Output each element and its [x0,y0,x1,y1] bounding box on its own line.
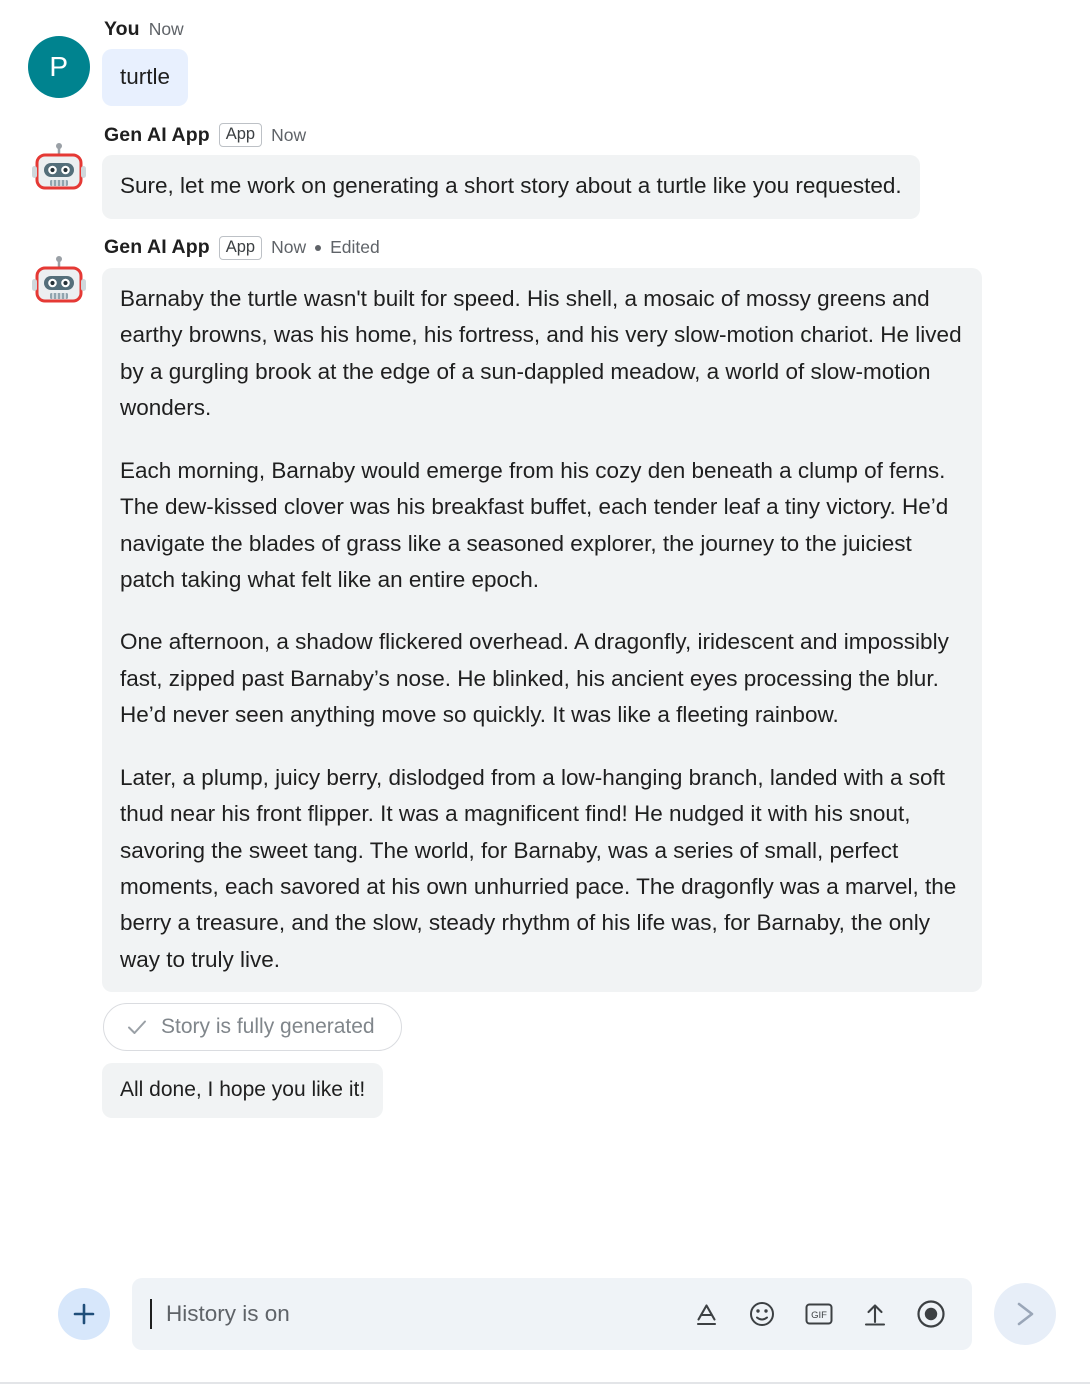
story-paragraph: One afternoon, a shadow flickered overhead. A dragonfly, iridescent and impossibly fast, zipped past Barnaby’s nose. He blinked, his ancient eyes processing the blur. He’d never seen anything move so quickly. It was like a fleeting rainbow. [120,629,949,728]
send-arrow-icon [1008,1297,1042,1331]
composer-tools [694,1299,950,1329]
message-body [102,120,1074,218]
status-badge-label: Story is fully generated [161,1015,375,1039]
plus-icon [71,1301,97,1327]
message-composer [0,1244,1090,1384]
emoji-icon[interactable] [748,1300,776,1328]
status-badge[interactable] [103,1003,402,1051]
message-timestamp: Now [271,124,307,145]
record-icon[interactable] [916,1299,946,1329]
message-bot-intro [16,120,1074,218]
svg-text:GIF: GIF [811,1310,827,1322]
story-paragraph: Later, a plump, juicy berry, dislodged from a low-hanging branch, landed with a soft thud near his front flipper. It was a magnificent find! He nudged it with his snout, savoring the sweet tang. The world, for Barnaby, was a series of small, perfect moments, each savored at his own unhurried pace. The dragonfly was a marvel, the berry a treasure, and the slow, steady rhythm of his life was, for Barnaby, the only way to truly live. [120,764,957,972]
message-input-wrapper[interactable] [132,1278,972,1350]
send-button[interactable] [994,1283,1056,1345]
robot-avatar-icon [30,255,88,313]
message-body [102,14,1074,106]
separator-dot-icon [315,245,321,251]
robot-avatar-icon [30,142,88,200]
message-input[interactable] [166,1301,680,1327]
message-timestamp: Now [271,237,307,258]
message-timestamp: Now [148,18,184,39]
story-paragraph: Barnaby the turtle wasn't built for speed. His shell, a mosaic of mossy greens and earthy browns, was his home, his fortress, and his very slow-motion chariot. He lived by a gurgling brook at the edge of a sun-dappled meadow, a world of slow-motion wonders. [120,285,962,421]
check-icon [126,1016,148,1038]
story-paragraph: Each morning, Barnaby would emerge from his cozy den beneath a clump of ferns. The dew-kissed clover was his breakfast buffet, each tender leaf a tiny victory. He’d navigate the blades of grass like a seasoned explorer, the journey to the juiciest patch taking what felt like an entire epoch. [120,457,949,592]
status-chip-row [102,1003,1074,1051]
app-badge: App [219,236,262,260]
edited-label: Edited [330,237,380,258]
upload-icon[interactable] [862,1300,888,1328]
avatar[interactable]: P [28,36,90,98]
gif-icon[interactable] [804,1301,834,1327]
message-bubble-tail[interactable]: All done, I hope you like it! [102,1063,383,1118]
message-sender: Gen AI App [104,236,210,259]
avatar-column [16,14,102,98]
avatar-column [16,120,102,200]
avatar-column [16,233,102,313]
message-bubble[interactable] [102,268,982,992]
message-sender: You [104,17,140,40]
message-meta [102,16,1074,42]
message-bubble[interactable]: Sure, let me work on generating a short story about a turtle like you requested. [102,155,920,218]
message-sender: Gen AI App [104,123,210,146]
app-badge: App [219,123,262,147]
message-user [16,14,1074,106]
message-meta [102,235,1074,261]
message-bot-story [16,233,1074,1118]
message-bubble[interactable]: turtle [102,49,188,106]
message-body [102,233,1074,1118]
text-caret [150,1299,152,1329]
add-attachment-button[interactable] [58,1288,110,1340]
message-meta [102,122,1074,148]
format-text-icon[interactable] [694,1301,720,1327]
